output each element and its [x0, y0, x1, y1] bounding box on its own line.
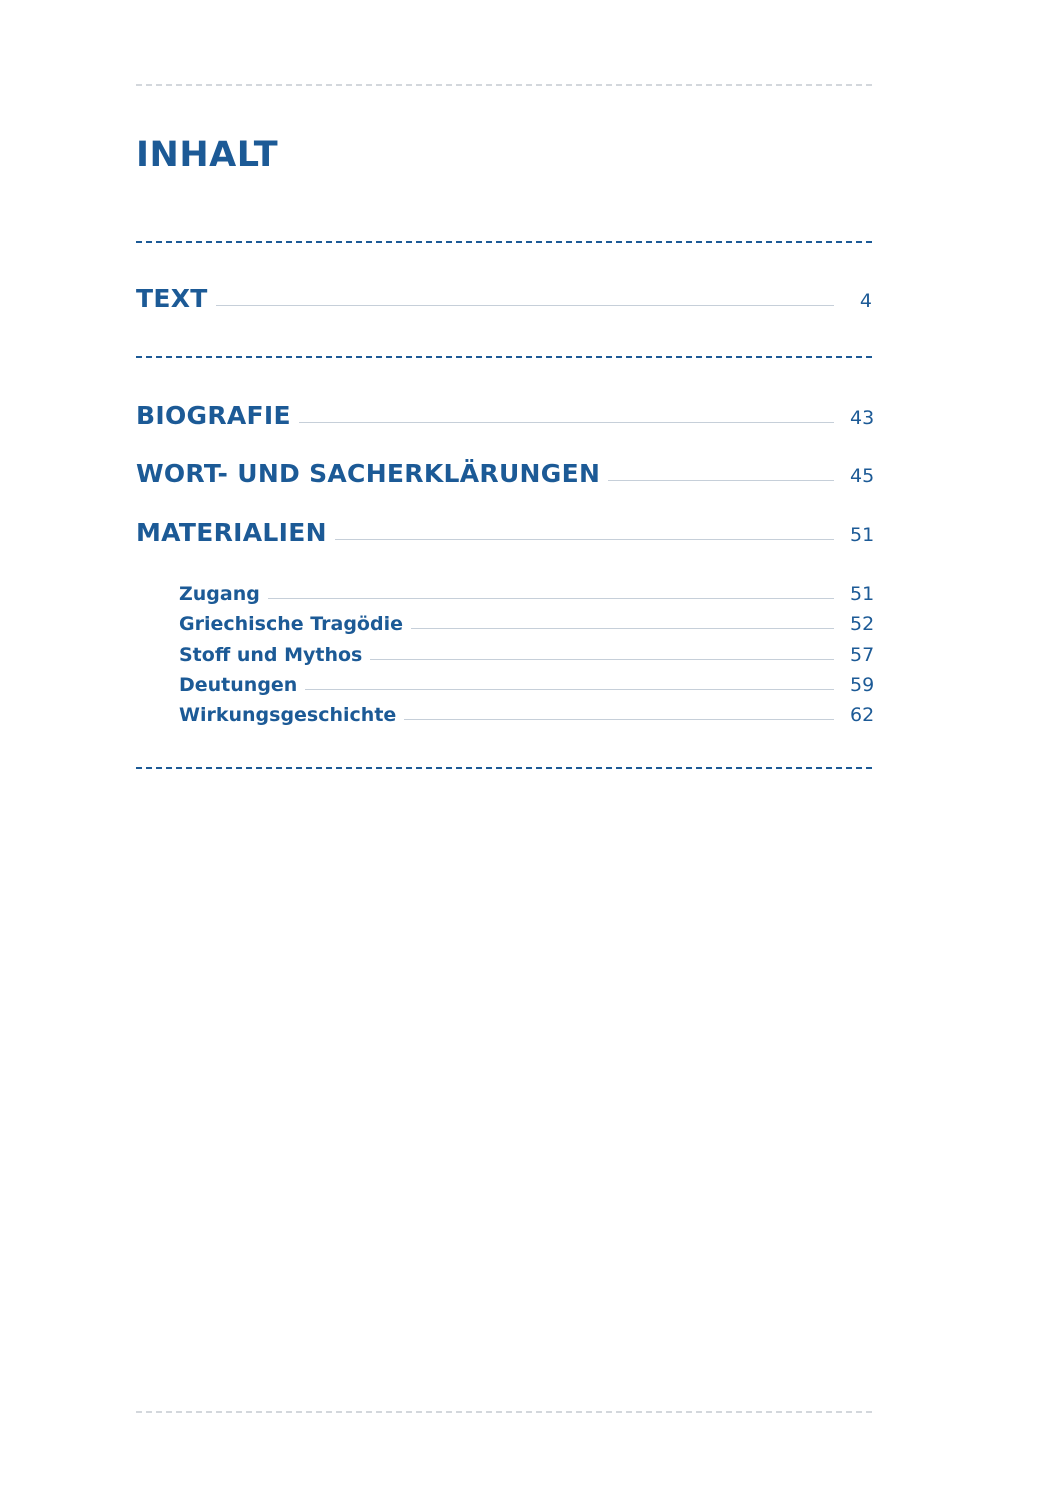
section-divider — [136, 356, 872, 358]
toc-subentry-label: Stoff und Mythos — [179, 644, 363, 666]
toc-subentry-zugang[interactable] — [179, 583, 875, 605]
toc-subentry-label: Wirkungsgeschichte — [179, 704, 397, 726]
toc-leader-line — [411, 628, 834, 629]
top-divider — [136, 84, 872, 86]
toc-page-number: 4 — [859, 290, 872, 312]
toc-leader-line — [335, 539, 834, 540]
toc-leader-line — [216, 305, 834, 306]
toc-leader-line — [268, 598, 834, 599]
bottom-divider — [136, 1411, 872, 1413]
toc-subentry-label: Griechische Tragödie — [179, 613, 403, 635]
page-title: INHALT — [136, 135, 279, 175]
toc-page-number: 59 — [850, 674, 875, 696]
toc-entry-label: MATERIALIEN — [136, 518, 327, 547]
toc-page-number: 43 — [850, 407, 875, 429]
toc-page-number: 62 — [850, 704, 875, 726]
toc-leader-line — [299, 422, 834, 423]
section-divider — [136, 767, 872, 769]
toc-page-number: 51 — [850, 583, 875, 605]
toc-page-number: 51 — [850, 524, 875, 546]
toc-subentry-griechische-tragoedie[interactable] — [179, 613, 875, 635]
toc-page-number: 45 — [850, 465, 875, 487]
toc-page-number: 57 — [850, 644, 875, 666]
toc-subentry-wirkungsgeschichte[interactable] — [179, 704, 875, 726]
toc-leader-line — [370, 659, 834, 660]
toc-subentry-stoff-und-mythos[interactable] — [179, 644, 875, 666]
toc-entry-label: WORT- UND SACHERKLÄRUNGEN — [136, 459, 601, 488]
toc-leader-line — [404, 719, 834, 720]
toc-subentry-label: Deutungen — [179, 674, 298, 696]
toc-entry-wort-und-sacherklaerungen[interactable] — [136, 459, 875, 488]
toc-page-number: 52 — [850, 613, 875, 635]
toc-subentry-deutungen[interactable] — [179, 674, 875, 696]
toc-leader-line — [608, 480, 834, 481]
toc-entry-label: TEXT — [136, 284, 208, 313]
toc-entry-materialien[interactable] — [136, 518, 875, 547]
toc-subentry-label: Zugang — [179, 583, 260, 605]
toc-leader-line — [305, 689, 834, 690]
toc-entry-text[interactable] — [136, 284, 872, 313]
toc-entry-label: BIOGRAFIE — [136, 401, 291, 430]
toc-entry-biografie[interactable] — [136, 401, 875, 430]
section-divider — [136, 241, 872, 243]
